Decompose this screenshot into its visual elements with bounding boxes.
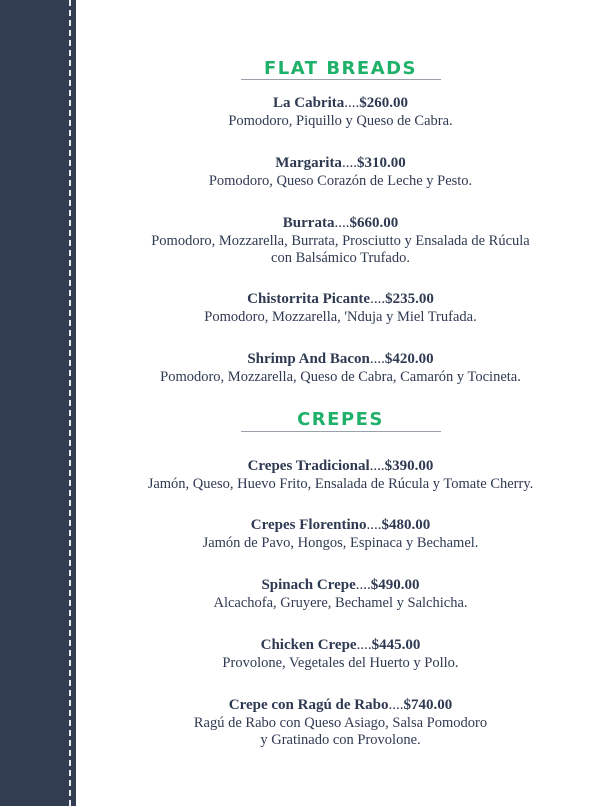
- item-dots: ....: [341, 155, 357, 171]
- item-dots: ....: [366, 517, 382, 533]
- section-divider: [241, 79, 441, 80]
- menu-item: [76, 457, 605, 493]
- item-dots: ....: [356, 637, 372, 653]
- menu-page: [76, 0, 605, 806]
- item-description: Provolone, Vegetales del Huerto y Pollo.: [222, 655, 459, 671]
- item-description: Jamón, Queso, Huevo Frito, Ensalada de Rúcula y Tomate Cherry.: [147, 476, 534, 492]
- item-name: Chicken Crepe: [260, 637, 357, 653]
- item-description: Pomodoro, Mozzarella, 'Nduja y Miel Trufada.: [204, 309, 477, 325]
- sidebar-stripe: [0, 0, 76, 806]
- item-name: Chistorrita Picante: [247, 291, 371, 307]
- item-name: La Cabrita: [273, 95, 345, 111]
- item-description: y Gratinado con Provolone.: [260, 732, 421, 748]
- section-title-crepes: CREPES: [297, 409, 384, 430]
- stitch-line: [69, 0, 71, 806]
- item-name: Crepe con Ragú de Rabo: [228, 697, 389, 713]
- item-description: Pomodoro, Mozzarella, Burrata, Prosciutto y Ensalada de Rúcula: [151, 233, 530, 249]
- menu-item: [76, 636, 605, 672]
- item-description: con Balsámico Trufado.: [271, 250, 410, 266]
- item-description: Pomodoro, Queso Corazón de Leche y Pesto.: [208, 173, 473, 189]
- menu-item: [76, 94, 605, 130]
- item-price: $390.00: [384, 458, 434, 474]
- item-description: Alcachofa, Gruyere, Bechamel y Salchicha.: [213, 595, 468, 611]
- item-price: $420.00: [384, 351, 434, 367]
- menu-item: [76, 290, 605, 326]
- item-description: Pomodoro, Piquillo y Queso de Cabra.: [228, 113, 453, 129]
- menu-item: [76, 154, 605, 190]
- section-divider: [241, 431, 441, 432]
- item-name: Crepes Tradicional: [247, 458, 370, 474]
- menu-item: [76, 696, 605, 749]
- item-description: Ragú de Rabo con Queso Asiago, Salsa Pomodoro: [193, 715, 488, 731]
- item-dots: ....: [344, 95, 360, 111]
- item-price: $235.00: [385, 291, 434, 307]
- item-dots: ....: [370, 291, 386, 307]
- menu-item: [76, 350, 605, 386]
- item-name: Spinach Crepe: [261, 577, 356, 593]
- item-price: $660.00: [349, 215, 399, 231]
- item-dots: ....: [334, 215, 350, 231]
- item-dots: ....: [388, 697, 404, 713]
- item-price: $445.00: [371, 637, 421, 653]
- item-price: $490.00: [370, 577, 420, 593]
- item-price: $740.00: [403, 697, 453, 713]
- item-price: $260.00: [359, 95, 408, 111]
- menu-item: [76, 576, 605, 612]
- item-dots: ....: [369, 351, 385, 367]
- item-name: Shrimp And Bacon: [247, 351, 370, 367]
- item-name: Crepes Florentino: [250, 517, 367, 533]
- item-dots: ....: [369, 458, 385, 474]
- menu-item: [76, 214, 605, 267]
- item-description: Pomodoro, Mozzarella, Queso de Cabra, Camarón y Tocineta.: [160, 369, 521, 385]
- item-name: Margarita: [275, 155, 342, 171]
- item-name: Burrata: [282, 215, 335, 231]
- section-title-flat-breads: FLAT BREADS: [263, 58, 418, 79]
- item-description: Jamón de Pavo, Hongos, Espinaca y Bechamel.: [202, 535, 479, 551]
- item-price: $480.00: [381, 517, 431, 533]
- menu-item: [76, 516, 605, 552]
- item-dots: ....: [355, 577, 371, 593]
- item-price: $310.00: [356, 155, 406, 171]
